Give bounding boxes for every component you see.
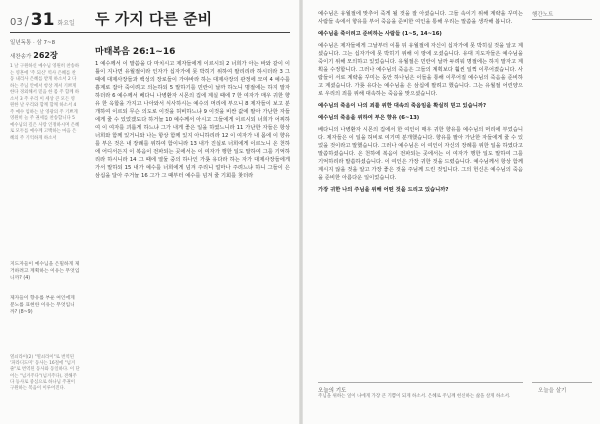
book-spine [299,0,303,424]
passage-reference: 마태복음 26:1~16 [95,47,176,57]
section-heading-2: 예수님의 죽음을 위하여 부은 향유 (6~13) [318,115,420,121]
reflection-question-1: 예수님의 죽음이 나의 죄를 위한 대속의 죽음임을 확실히 믿고 있습니까? [318,103,487,109]
prayer-text: 주님을 위하는 일이 나에게 가장 큰 기쁨이 되게 하소서. 은혜로 주님께 헌신하는 삶을 살게 하소서. [318,394,511,399]
commentary [318,10,523,198]
margin-note-rule [532,19,592,20]
today-rule [532,382,592,383]
commentary-paragraph-1: 예수님은 제자들에게 그날부터 이틀 뒤 유월절에 자신이 십자가에 못 박히실 것을 알고 계셨습니다. 그는 십자가에 못 박히기 위해 이 땅에 오셨습니다. 유대 지도자들은 예수님을 죽이기 위해 모의하고 있었습니다. 유월절은 민란이 날까 두려워 명절에는 하지 말자고 계획을 수정합니다. 그러나 예수님의 죽음은 그들의 계획보다 훨씬 일찍 이루어졌습니다. 사람들이 서로 계략을 꾸미는 동안 하나님은 이들을 통해 이루어질 예수님의 죽음을 준비하고 계셨습니다. 가룟 유다는 예수님을 은 삼십에 팔려고 했습니다. 그는 유월절 어린양으로 우리의 죄를 위해 대속하는 죽음을 맞으셨습니다. [318,43,523,97]
reading-label: 일년독통 · 삼 7~8 [10,40,56,46]
prayer-box [318,382,523,411]
commentary-paragraph-2: 베다니의 나병환자 시몬의 집에서 한 여인이 매우 귀한 향유를 예수님의 머리에 부었습니다. 제자들은 이 일을 허비로 여기며 분개했습니다. 향유를 팔아 가난한 자들에게 줄 수 있었을 것이라고 말했습니다. 그러나 예수님은 이 여인이 자신의 장례를 위한 일을 하였다고 말씀하셨습니다. 온 천하에 복음이 전파되는 곳에서는 이 여자가 행한 일도 말하여 그를 기억하리라 말씀하셨습니다. 이 여인은 가장 귀한 것을 드렸습니다. 예수님께서 항상 함께 계시지 않을 것을 알고 가장 좋은 것을 주님께 드린 것입니다. 그의 헌신은 예수님의 죽음을 준비한 아름다운 일이었습니다. [318,127,523,181]
date-header [10,10,75,30]
left-sidebar [10,38,80,142]
sidebar-question-1: 지도자들이 예수님을 은밀하게 제거하려고 계획하는 이유는 무엇입니까? (4) [10,262,80,281]
sidebar-question-2: 제자들이 향유를 부운 여인에게 분노를 표현한 이유는 무엇입니까? (8~9) [10,296,75,315]
prayer-title: 오늘의 기도 [318,388,347,394]
reflection-question-2: 가장 귀한 나의 주님을 위해 어떤 것을 드리고 있습니까? [318,187,449,193]
date-month: 03 [10,17,23,28]
commentary-intro: 예수님은 유월절에 맞추어 죽게 될 것을 잘 아셨습니다. 그들 속이기 위해 계략을 꾸미는 사람들 속에서 향유를 부어 죽음을 준비한 여인을 통해 우리는 말씀을 생각해 봅니다. [318,11,523,25]
hymn-lyrics: 1 날 구원하신 예수님 영원히 찬송하는 영혼에 '주 되신' 역사 은혜를 찬 동 내리사 은혜를 받게 하소서 2 다하는 주님 안에서 항상 계셔 기쁘게 한다 경외해서 믿음 한 몸 주 함께 하소서 3 주 우리 이 세상 큰 모든 영 원한 날 우리와 함께 함께 하소서 4 주 예수 임하는 날 영광의 주 기쁘게 영원히 늘 주 권세를 찬송합니다 5 예수님의 깊은 사랑 인정하시며 은혜로 모두를 예수께 고백하는 마음 은혜의 주 기억하게 하소서 [10,64,80,141]
date-day: 31 [30,10,55,30]
header-rule [10,32,290,33]
hymn-number: 262장 [33,51,58,60]
hymn-label: 새찬송가 [10,54,32,60]
section-heading-1: 예수님을 죽이려고 준비하는 사람들 (1~5, 14~16) [318,31,442,37]
page-title: 두 가지 다른 준비 [95,10,213,28]
today-label: 오늘을 살기 [538,388,567,394]
date-weekday: 화요일 [57,20,75,27]
sidebar-footnote: 열쇠라이(2) "열쇠라이"로 번역된 '파라디도미' 동사는 16절에 "넘겨 줄"로 번역된 동사와 동일하다. 이 단어는 "넘겨주다"(넘겨주다), 전해주다 등사로 중심으로 하나님 주권이 구원하는 복음이 이루어진다. [10,355,80,392]
scripture-passage: 1 예수께서 이 말씀을 다 마치시고 제자들에게 이르시되 2 너희가 아는 바와 같이 이틀이 지나면 유월절이라 인자가 십자가에 못 박히기 위하여 팔리리라 하시더라 3 그 때에 대제사장들과 백성의 장로들이 가야바라 하는 대제사장의 관정에 모여 4 예수를 흉계로 잡아 죽이려고 의논하되 5 말하기를 민란이 날까 하노니 명절에는 하지 말자 하더라 6 예수께서 베다니 나병환자 시몬의 집에 계실 때에 7 한 여자가 매우 귀한 향유 한 옥합을 가지고 나아와서 식사하시는 예수의 머리에 부으니 8 제자들이 보고 분개하여 이르되 무슨 의도로 이것을 허비하느냐 9 이것을 비싼 값에 팔아 가난한 자들에게 줄 수 있었겠도다 하거늘 10 예수께서 아시고 그들에게 이르시되 너희가 어찌하여 이 여자를 괴롭게 하느냐 그가 내게 좋은 일을 하였느니라 11 가난한 자들은 항상 너희와 함께 있거니와 나는 항상 함께 있지 아니하리라 12 이 여자가 내 몸에 이 향유를 부은 것은 내 장례를 위하여 함이니라 13 내가 진실로 너희에게 이르노니 온 천하에 어디서든지 이 복음이 전파되는 곳에서는 이 여자가 행한 일도 말하여 그를 기억하리라 하시니라 14 그 때에 열둘 중의 하나인 가룟 유다라 하는 자가 대제사장들에게 가서 말하되 15 내가 예수를 너희에게 넘겨 주리니 얼마나 주려느냐 하니 그들이 은 삼십을 달아 주거늘 16 그가 그 때부터 예수를 넘겨 줄 기회를 찾더라 [95,61,290,179]
hymn-line [10,50,80,61]
margin-note-title: 행간노트 [532,12,554,18]
date-slash: / [24,14,29,28]
